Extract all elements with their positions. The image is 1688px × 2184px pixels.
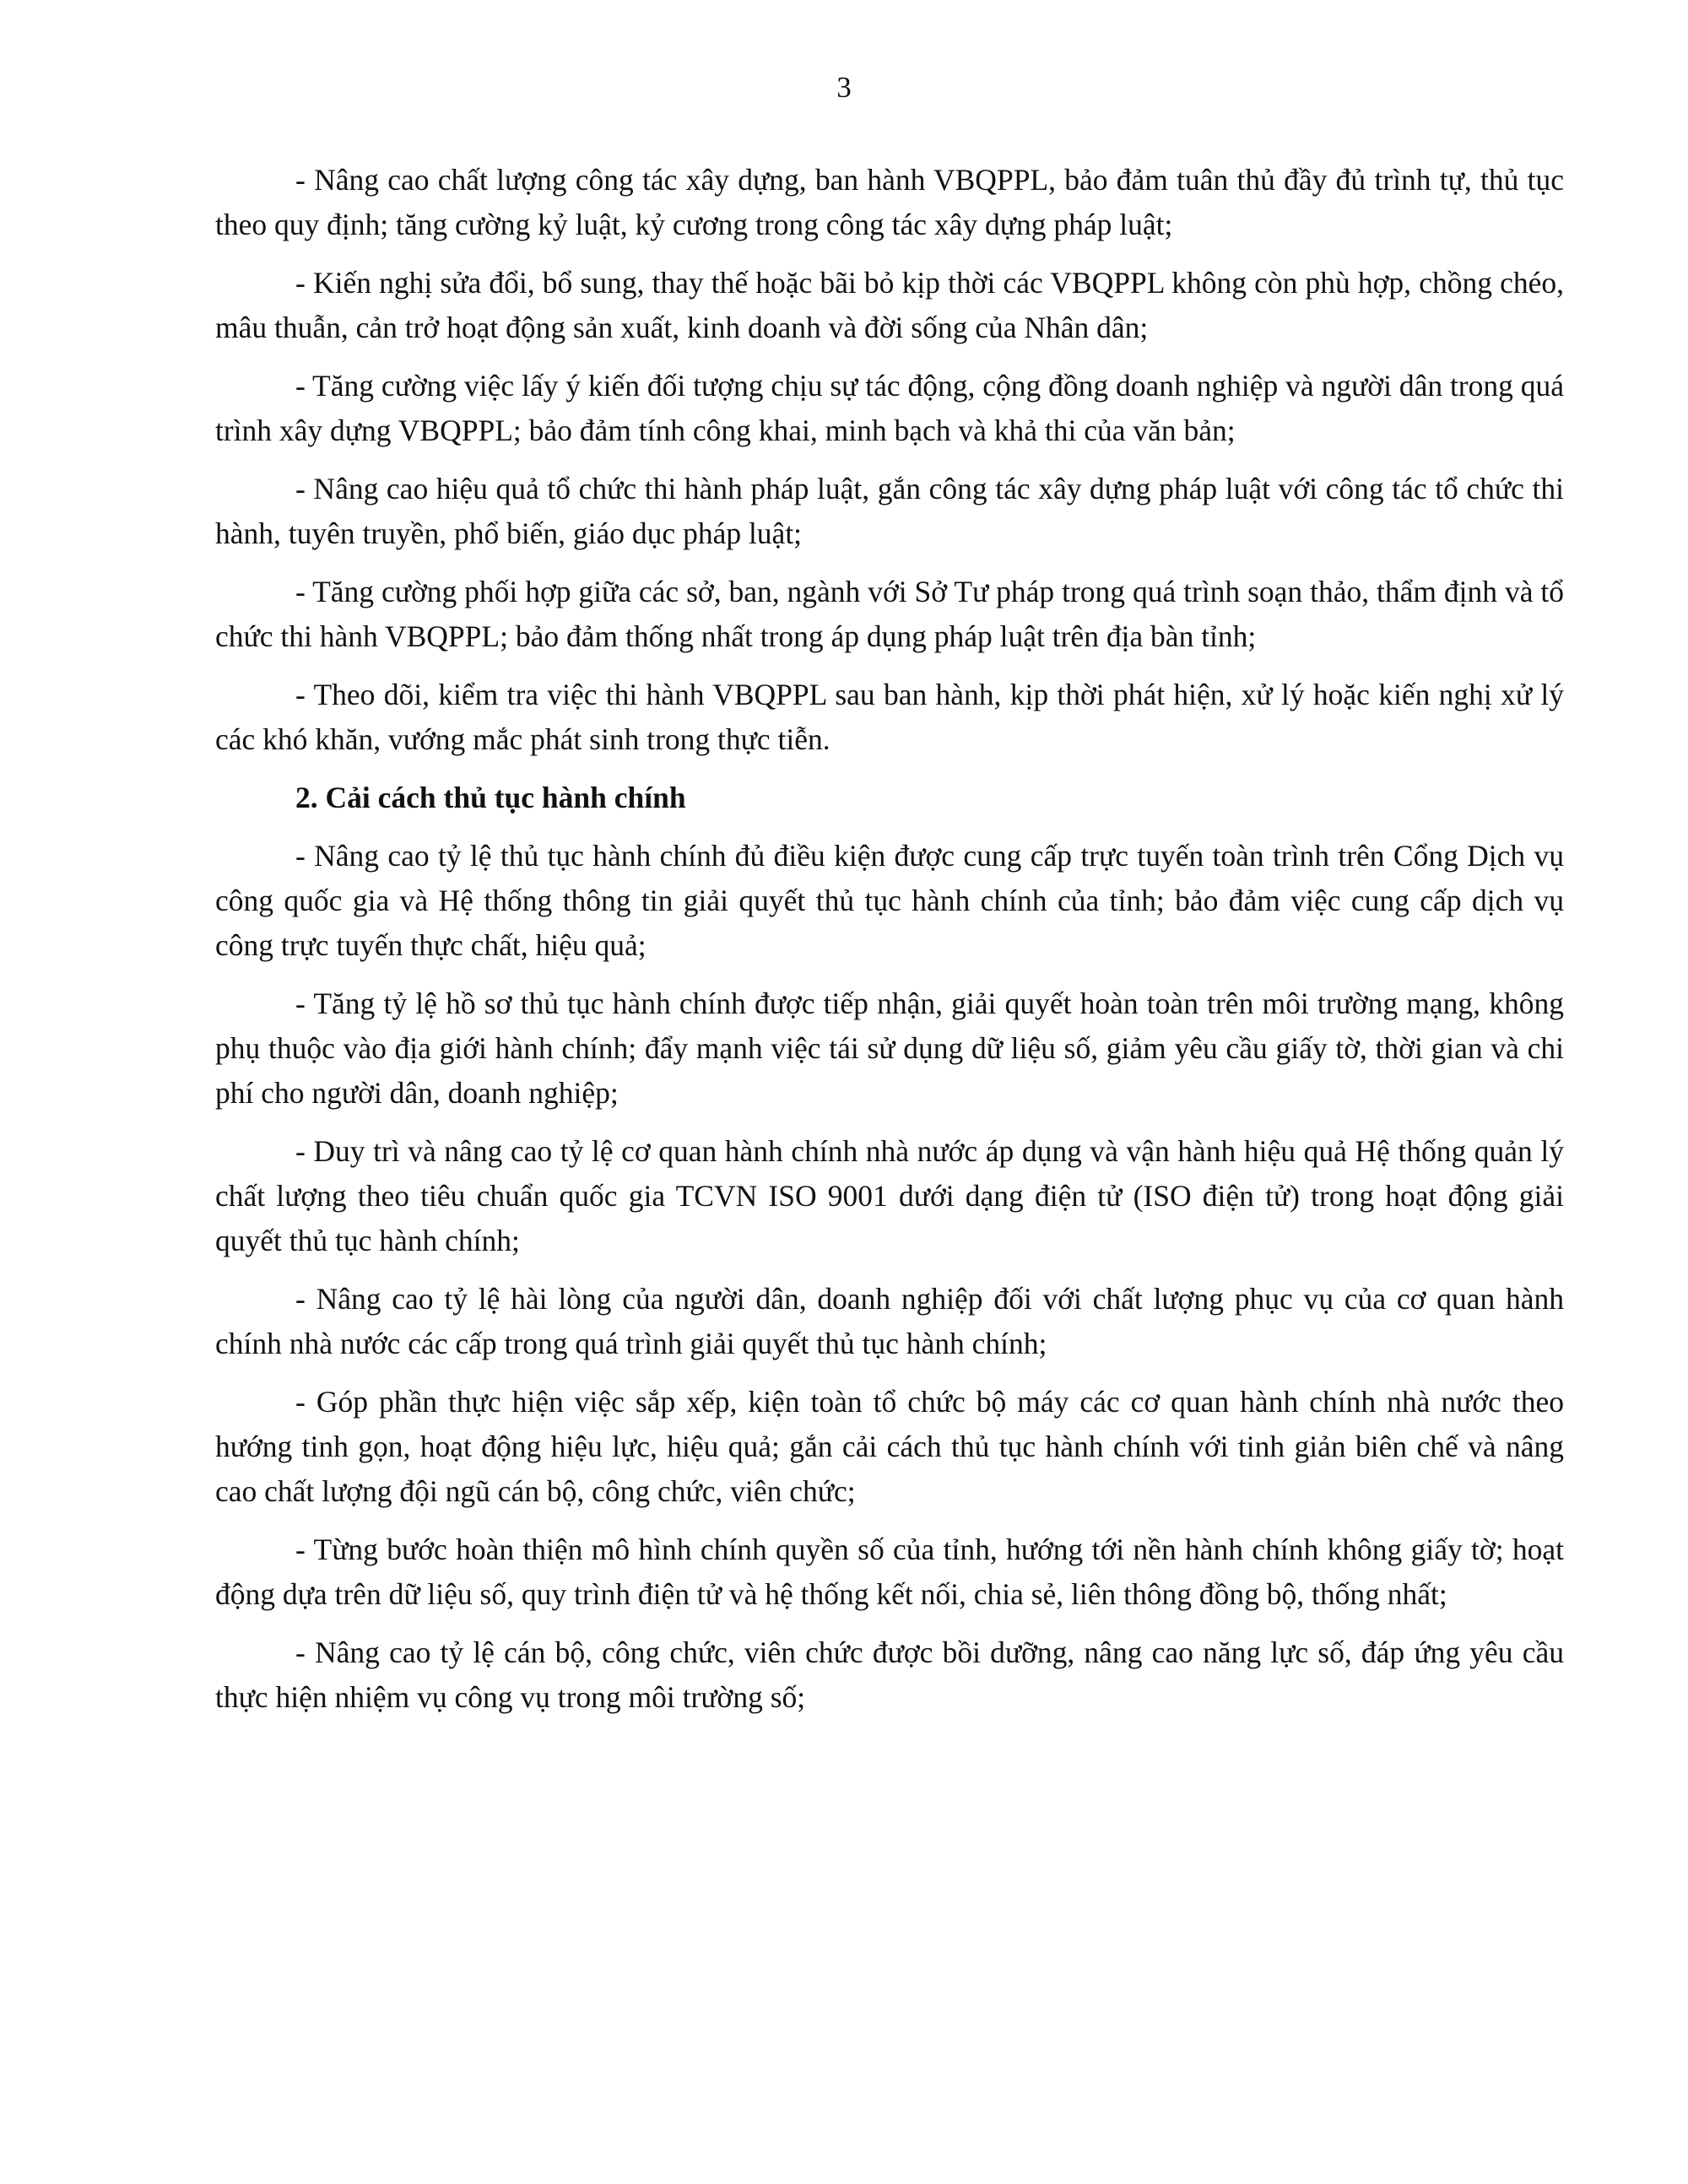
paragraph: - Kiến nghị sửa đổi, bổ sung, thay thế hoặc bãi bỏ kịp thời các VBQPPL không còn phù hợp, chồng chéo, mâu thuẫn, cản trở hoạt động sản xuất, kinh doanh và đời sống của Nhân dân; <box>215 266 1564 344</box>
paragraph: - Theo dõi, kiểm tra việc thi hành VBQPPL sau ban hành, kịp thời phát hiện, xử lý hoặc kiến nghị xử lý các khó khăn, vướng mắc phát sinh trong thực tiễn. <box>215 678 1564 756</box>
paragraph: - Nâng cao tỷ lệ cán bộ, công chức, viên chức được bồi dưỡng, nâng cao năng lực số, đáp ứng yêu cầu thực hiện nhiệm vụ công vụ trong môi trường số; <box>215 1635 1564 1714</box>
paragraph: - Tăng tỷ lệ hồ sơ thủ tục hành chính được tiếp nhận, giải quyết hoàn toàn trên môi trường mạng, không phụ thuộc vào địa giới hành chính; đẩy mạnh việc tái sử dụng dữ liệu số, giảm yêu cầu giấy tờ, thời gian và chi phí cho người dân, doanh nghiệp; <box>215 987 1564 1110</box>
paragraph: - Tăng cường việc lấy ý kiến đối tượng chịu sự tác động, cộng đồng doanh nghiệp và người dân trong quá trình xây dựng VBQPPL; bảo đảm tính công khai, minh bạch và khả thi của văn bản; <box>215 369 1565 447</box>
paragraph: - Nâng cao chất lượng công tác xây dựng, ban hành VBQPPL, bảo đảm tuân thủ đầy đủ trình tự, thủ tục theo quy định; tăng cường kỷ luật, kỷ cương trong công tác xây dựng pháp luật; <box>215 163 1564 241</box>
paragraph: - Nâng cao tỷ lệ thủ tục hành chính đủ điều kiện được cung cấp trực tuyến toàn trình trên Cổng Dịch vụ công quốc gia và Hệ thống thông tin giải quyết thủ tục hành chính của tỉnh; bảo đảm việc cung cấp dịch vụ công trực tuyến thực chất, hiệu quả; <box>215 839 1564 962</box>
section-administrative-reform <box>215 776 1564 1720</box>
paragraph: - Nâng cao hiệu quả tổ chức thi hành pháp luật, gắn công tác xây dựng pháp luật với công tác tổ chức thi hành, tuyên truyền, phổ biến, giáo dục pháp luật; <box>215 472 1564 550</box>
paragraph: - Nâng cao tỷ lệ hài lòng của người dân, doanh nghiệp đối với chất lượng phục vụ của cơ quan hành chính nhà nước các cấp trong quá trình giải quyết thủ tục hành chính; <box>215 1282 1564 1360</box>
paragraph: - Từng bước hoàn thiện mô hình chính quyền số của tỉnh, hướng tới nền hành chính không giấy tờ; hoạt động dựa trên dữ liệu số, quy trình điện tử và hệ thống kết nối, chia sẻ, liên thông đồng bộ, thống nhất; <box>215 1533 1564 1611</box>
paragraph: - Góp phần thực hiện việc sắp xếp, kiện toàn tổ chức bộ máy các cơ quan hành chính nhà nước theo hướng tinh gọn, hoạt động hiệu lực, hiệu quả; gắn cải cách thủ tục hành chính với tinh giản biên chế và nâng cao chất lượng đội ngũ cán bộ, công chức, viên chức; <box>215 1385 1564 1508</box>
paragraph: - Tăng cường phối hợp giữa các sở, ban, ngành với Sở Tư pháp trong quá trình soạn thảo, thẩm định và tổ chức thi hành VBQPPL; bảo đảm thống nhất trong áp dụng pháp luật trên địa bàn tỉnh; <box>215 575 1564 653</box>
section-legal-documents <box>215 158 1564 762</box>
document-body <box>215 158 1564 1733</box>
section-heading: 2. Cải cách thủ tục hành chính <box>295 781 686 814</box>
page-number: 3 <box>836 71 852 104</box>
paragraph: - Duy trì và nâng cao tỷ lệ cơ quan hành chính nhà nước áp dụng và vận hành hiệu quả Hệ thống quản lý chất lượng theo tiêu chuẩn quốc gia TCVN ISO 9001 dưới dạng điện tử (ISO điện tử) trong hoạt động giải quyết thủ tục hành chính; <box>215 1134 1564 1257</box>
